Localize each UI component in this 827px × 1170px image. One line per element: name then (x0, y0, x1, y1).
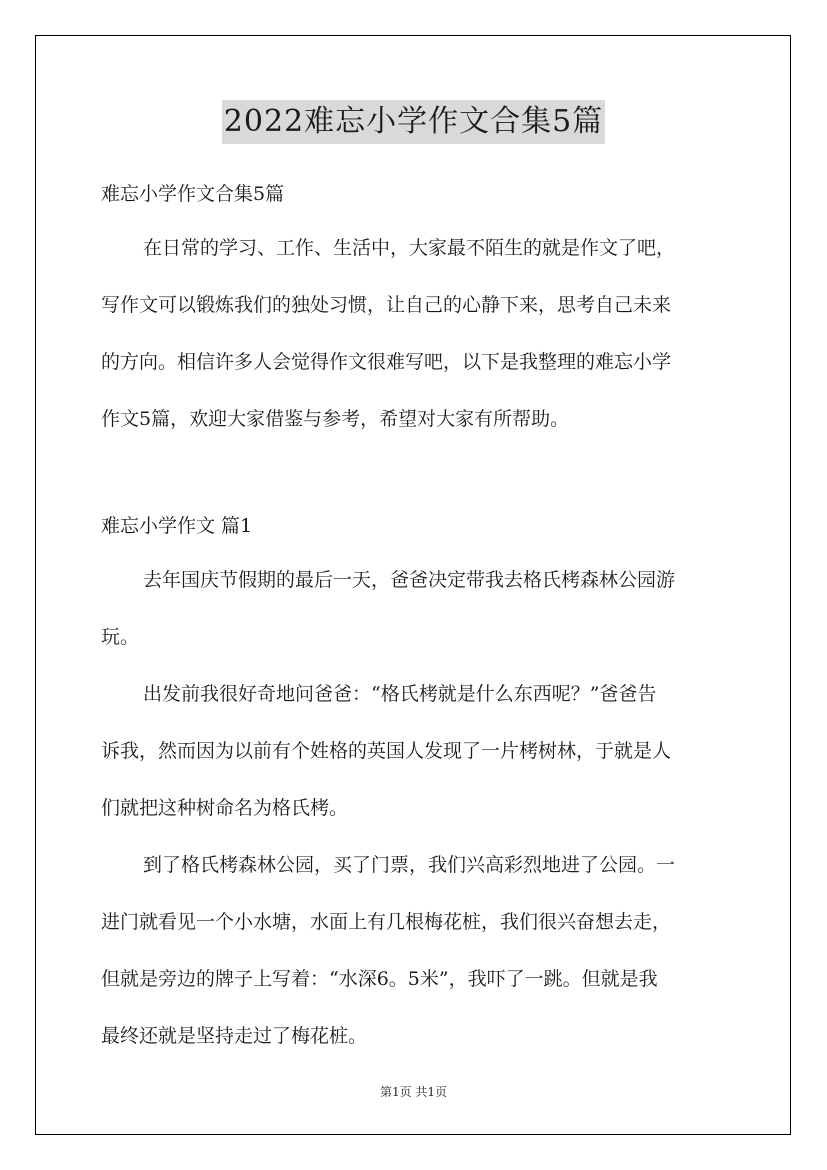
intro-paragraph (101, 230, 729, 438)
document-body (101, 176, 729, 1055)
section-heading: 难忘小学作文 篇1 (101, 515, 253, 537)
paragraph-line: 诉我，然而因为以前有个姓格的英国人发现了一片栲树林，于就是人 (101, 740, 672, 762)
intro-line: 作文5篇，欢迎大家借鉴与参考，希望对大家有所帮助。 (101, 408, 570, 430)
paragraph-line: 玩。 (101, 626, 140, 648)
paragraph-line: 们就把这种树命名为格氏栲。 (101, 797, 349, 819)
intro-line: 的方向。相信许多人会觉得作文很难写吧，以下是我整理的难忘小学 (101, 351, 672, 373)
title-container (0, 100, 827, 144)
intro-line: 写作文可以锻炼我们的独处习惯，让自己的心静下来，思考自己未来 (101, 294, 672, 316)
paragraph-line: 到了格氏栲森林公园，买了门票，我们兴高彩烈地进了公园。一 (143, 854, 676, 876)
body-paragraph-1 (101, 562, 729, 656)
paragraph-line: 但就是旁边的牌子上写着：“水深6。5米”，我吓了一跳。但就是我 (101, 968, 658, 990)
document-subtitle: 难忘小学作文合集5篇 (101, 183, 285, 205)
body-paragraph-2 (101, 676, 729, 827)
paragraph-line: 最终还就是坚持走过了梅花桩。 (101, 1025, 368, 1047)
body-paragraph-3 (101, 847, 729, 1055)
page-footer: 第1页 共1页 (379, 1085, 448, 1099)
document-title: 2022难忘小学作文合集5篇 (222, 100, 605, 144)
paragraph-line: 出发前我很好奇地问爸爸：“格氏栲就是什么东西呢？”爸爸告 (143, 683, 657, 705)
paragraph-line: 去年国庆节假期的最后一天，爸爸决定带我去格氏栲森林公园游 (143, 569, 676, 591)
intro-line: 在日常的学习、工作、生活中，大家最不陌生的就是作文了吧， (143, 237, 676, 259)
paragraph-line: 进门就看见一个小水塘，水面上有几根梅花桩，我们很兴奋想去走， (101, 911, 672, 933)
